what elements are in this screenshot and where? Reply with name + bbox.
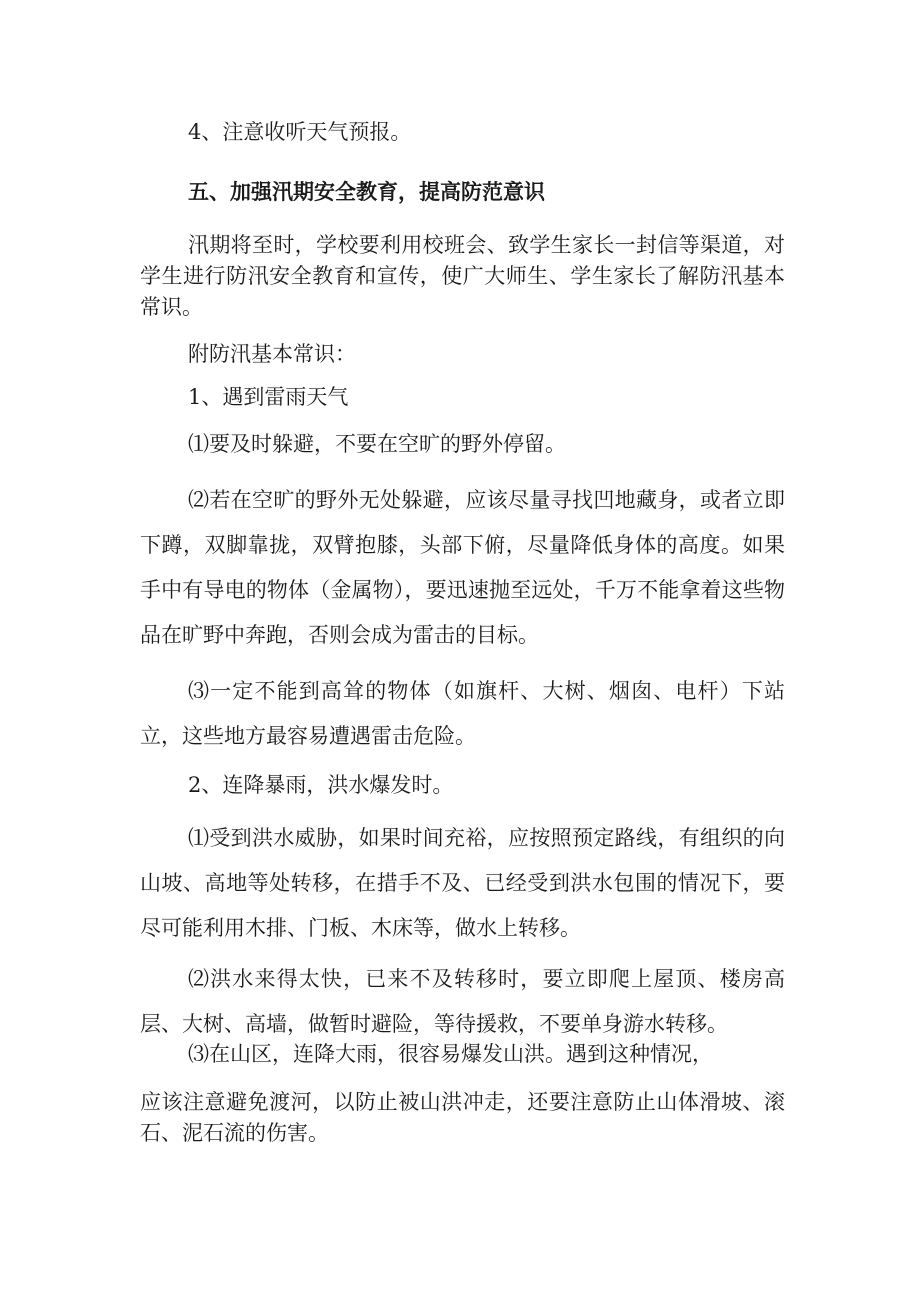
item-4-weather-forecast: 4、注意收听天气预报。 (188, 120, 412, 144)
item-flood-2: ⑵洪水来得太快，已来不及转移时，要立即爬上屋顶、楼房高层、大树、高墙，做暂时避险，等待援救，不要单身游水转移。 (140, 967, 785, 1036)
paragraph-flood-education: 汛期将至时，学校要利用校班会、致学生家长一封信等渠道，对学生进行防汛安全教育和宣传，使广大师生、学生家长了解防汛基本常识。 (140, 233, 785, 319)
subheading-thunderstorm: 1、遇到雷雨天气 (188, 385, 349, 409)
subheading-rainstorm-flood: 2、连降暴雨，洪水爆发时。 (188, 773, 454, 797)
item-flood-1: ⑴受到洪水威胁，如果时间充裕，应按照预定路线，有组织的向山坡、高地等处转移，在措手不及、已经受到洪水包围的情况下，要尽可能利用木排、门板、木床等，做水上转移。 (140, 826, 785, 940)
section-heading-5: 五、加强汛期安全教育，提高防范意识 (188, 180, 545, 204)
item-flood-3-continued: 应该注意避免渡河，以防止被山洪冲走，还要注意防止山体滑坡、滚石、泥石流的伤害。 (140, 1090, 785, 1145)
item-flood-3-first-line: ⑶在山区，连降大雨，很容易爆发山洪。遇到这种情况， (188, 1042, 713, 1066)
item-thunder-2: ⑵若在空旷的野外无处躲避，应该尽量寻找凹地藏身，或者立即下蹲，双脚靠拢，双臂抱膝，头部下俯，尽量降低身体的高度。如果手中有导电的物体（金属物），要迅速抛至远处，千万不能拿着这些物品在旷野中奔跑，否则会成为雷击的目标。 (140, 488, 785, 647)
item-thunder-3: ⑶一定不能到高耸的物体（如旗杆、大树、烟囱、电杆）下站立，这些地方最容易遭遇雷击危险。 (140, 679, 785, 748)
item-thunder-1: ⑴要及时躲避，不要在空旷的野外停留。 (188, 432, 566, 456)
appendix-title: 附防汛基本常识： (188, 342, 356, 366)
